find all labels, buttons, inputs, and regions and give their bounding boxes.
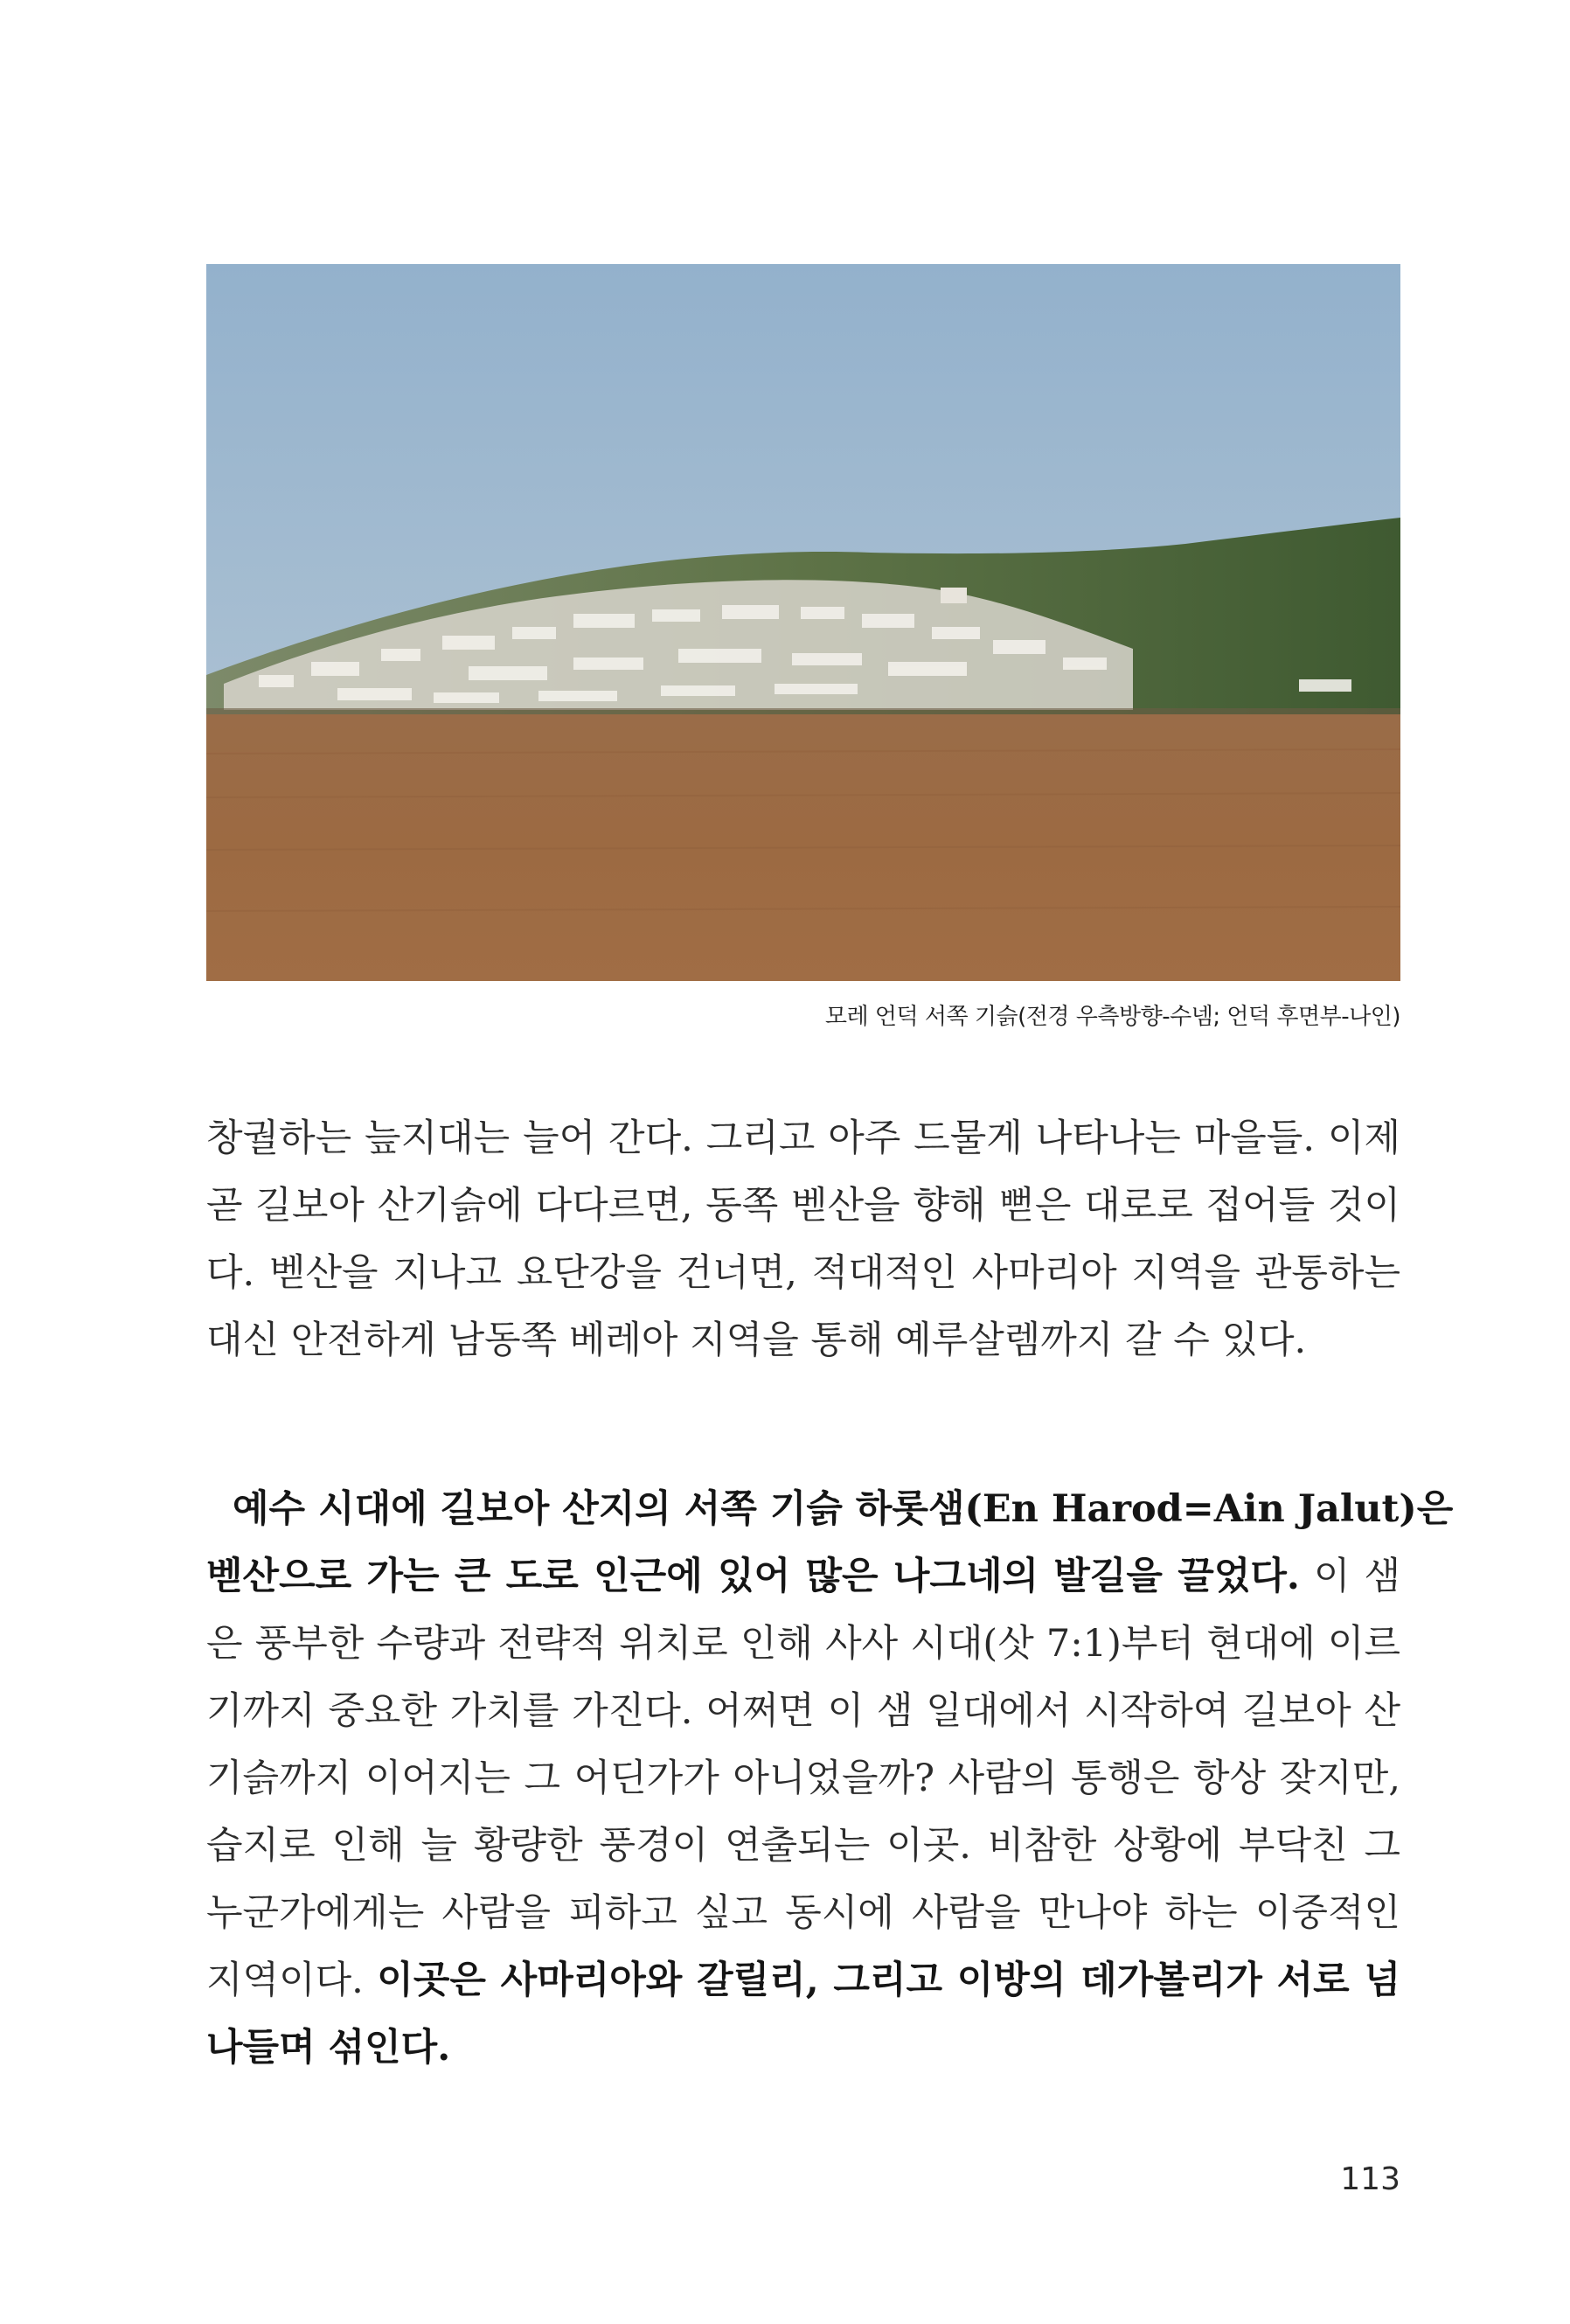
- bold-text: 이곳은 사마리아와 갈릴리, 그리고 이방의 데가볼리가 서로 넘: [377, 1959, 1400, 2002]
- photo-caption: 모레 언덕 서쪽 기슭(전경 우측방향-수넴; 언덕 후면부-나인): [824, 1004, 1400, 1030]
- paragraph-2-line: 기까지 중요한 가치를 가진다. 어쩌면 이 샘 일대에서 시작하여 길보아 산: [206, 1689, 1400, 1733]
- paragraph-1-line: 다. 벧산을 지나고 요단강을 건너면, 적대적인 사마리아 지역을 관통하는: [206, 1251, 1400, 1295]
- paragraph-2-line: 예수 시대에 길보아 산지의 서쪽 기슭 하롯샘(En Harod=Ain Jalut)은: [233, 1487, 1454, 1531]
- paragraph-2-line: [206, 1543, 1400, 1611]
- landscape-photo: [206, 264, 1400, 981]
- normal-text: 이 샘: [1299, 1555, 1400, 1598]
- paragraph-2: [206, 1476, 1454, 2082]
- normal-text: 지역이다.: [206, 1959, 378, 2002]
- paragraph-2-line: 습지로 인해 늘 황량한 풍경이 연출되는 이곳. 비참한 상황에 부닥친 그: [206, 1824, 1400, 1868]
- paragraph-1-line: 창궐하는 늪지대는 늘어 간다. 그리고 아주 드물게 나타나는 마을들. 이제: [206, 1117, 1400, 1160]
- paragraph-2-line: 나들며 섞인다.: [206, 2026, 451, 2070]
- paragraph-1-line: 대신 안전하게 남동쪽 베레아 지역을 통해 예루살렘까지 갈 수 있다.: [206, 1319, 1307, 1362]
- paragraph-1: [206, 1105, 1400, 1374]
- paragraph-2-line: [206, 1947, 1400, 2014]
- page-number: 113: [1340, 2161, 1400, 2197]
- paragraph-1-line: 곧 길보아 산기슭에 다다르면, 동쪽 벧산을 향해 뻗은 대로로 접어들 것이: [206, 1184, 1400, 1228]
- paragraph-2-line: 기슭까지 이어지는 그 어딘가가 아니었을까? 사람의 통행은 항상 잦지만,: [206, 1757, 1400, 1800]
- paragraph-2-line: 은 풍부한 수량과 전략적 위치로 인해 사사 시대(삿 7:1)부터 현대에 이르: [206, 1622, 1400, 1666]
- bold-text: 벧산으로 가는 큰 도로 인근에 있어 많은 나그네의 발길을 끌었다.: [206, 1555, 1300, 1598]
- landscape-photo-image: [206, 264, 1400, 981]
- paragraph-2-line: 누군가에게는 사람을 피하고 싶고 동시에 사람을 만나야 하는 이중적인: [206, 1891, 1400, 1935]
